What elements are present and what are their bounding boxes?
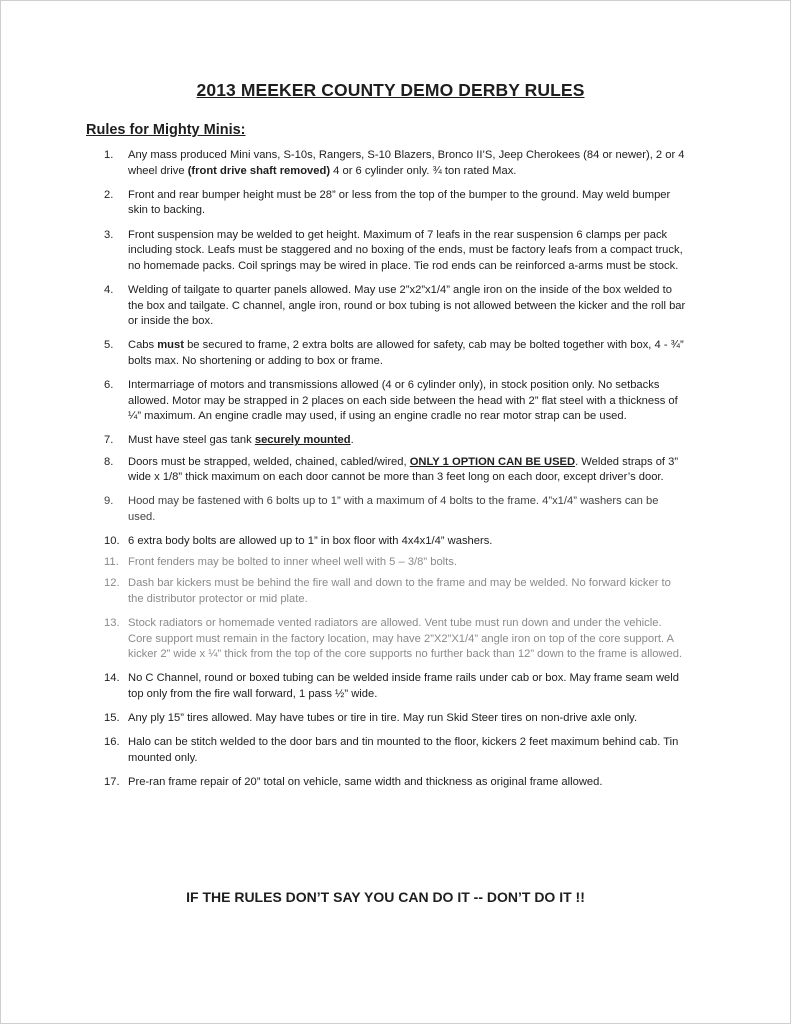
- rule-number: 10.: [104, 535, 120, 548]
- rule-item: [104, 455, 686, 486]
- rule-text: [128, 378, 686, 425]
- rule-text-run: Dash bar kickers must be behind the fire wall and down to the frame and may be welded. No forward kicker to the distributor protector or mid plate.: [128, 577, 671, 605]
- rule-text: [128, 534, 686, 550]
- rule-text: [128, 283, 686, 330]
- rule-number: 5.: [104, 339, 114, 352]
- rule-item: [104, 555, 686, 571]
- document-title: 2013 MEEKER COUNTY DEMO DERBY RULES: [196, 80, 585, 100]
- footer-warning: IF THE RULES DON’T SAY YOU CAN DO IT -- DON’T DO IT !!: [186, 889, 585, 905]
- rule-text-run: Front and rear bumper height must be 28” or less from the top of the bumper to the ground. May weld bumper skin to backing.: [128, 188, 671, 217]
- rule-item: [104, 775, 686, 791]
- rule-number: 11.: [104, 556, 119, 569]
- rule-text-run: .: [350, 434, 354, 447]
- rule-text: [128, 616, 686, 663]
- rule-item: [104, 378, 686, 425]
- section-heading: Rules for Mighty Minis:: [86, 122, 246, 138]
- rule-text: [128, 735, 686, 766]
- rule-text: [128, 433, 686, 449]
- rule-number: 4.: [104, 283, 114, 296]
- rule-text-run: Cabs: [128, 339, 158, 352]
- rule-item: [104, 494, 686, 525]
- rule-item: [104, 616, 686, 663]
- rule-text-run: ONLY 1 OPTION CAN BE USED: [409, 455, 576, 468]
- rule-number: 15.: [104, 712, 120, 725]
- rule-text-run: Front fenders may be bolted to inner wheel well with 5 – 3/8” bolts.: [128, 556, 457, 569]
- rule-item: [104, 433, 686, 449]
- rule-text-run: Welding of tailgate to quarter panels allowed. May use 2”x2”x1/4” angle iron on the inside of the box welded to the box and tailgate. C channel, angle iron, round or box tubing is not allowed between the kicker and the roll bar or inside the box.: [128, 283, 686, 328]
- rule-number: 17.: [104, 776, 120, 789]
- rule-number: 2.: [104, 188, 114, 201]
- rule-text-run: Pre-ran frame repair of 20” total on vehicle, same width and thickness as original frame allowed.: [128, 776, 603, 789]
- rule-number: 8.: [104, 455, 114, 468]
- rule-text-run: Any mass produced Mini vans, S-10s, Rangers, S-10 Blazers, Bronco II’S, Jeep Cherokees (84 or newer), 2 or 4 wheel drive: [128, 149, 685, 177]
- rule-text-run: No C Channel, round or boxed tubing can be welded inside frame rails under cab or box. May frame seam weld top only from the fire wall forward, 1 pass ½” wide.: [128, 672, 679, 701]
- rule-text-run: 4 or 6 cylinder only. ¾ ton rated Max.: [330, 164, 517, 177]
- rule-text: [128, 188, 686, 219]
- rule-text-run: Halo can be stitch welded to the door bars and tin mounted to the floor, kickers 2 feet maximum behind cab. Tin mounted only.: [128, 736, 679, 765]
- rule-number: 9.: [104, 495, 114, 508]
- rules-list: [104, 148, 686, 799]
- rule-text-run: Stock radiators or homemade vented radiators are allowed. Vent tube must run down and under the vehicle. Core support must remain in the factory location, may have 2”X2”X1/4” angle iron on top of the core support. A kicker 2” wide x ¼” thick from the top of the core supports no further back than 12” down to the frame is allowed.: [128, 617, 683, 661]
- rule-text: [128, 228, 686, 275]
- rule-number: 1.: [104, 149, 114, 161]
- rule-item: [104, 338, 686, 369]
- rule-number: 14.: [104, 672, 120, 685]
- rule-item: [104, 188, 686, 219]
- rule-text-run: Must have steel gas tank: [128, 434, 255, 447]
- rule-item: [104, 711, 686, 727]
- rule-number: 12.: [104, 577, 120, 590]
- rule-text-run: . Welded straps of 3” wide x 1/8” thick maximum on each door cannot be more than 3 feet long on each door, except driver’s door.: [128, 455, 679, 484]
- rule-item: [104, 671, 686, 702]
- rule-text-run: must: [157, 339, 184, 352]
- rule-number: 7.: [104, 434, 114, 447]
- rule-text: [128, 455, 686, 486]
- rule-text: [128, 555, 686, 571]
- rule-item: [104, 576, 686, 607]
- rule-text-run: Doors must be strapped, welded, chained, cabled/wired,: [128, 455, 410, 468]
- rule-text-run: Any ply 15” tires allowed. May have tubes or tire in tire. May run Skid Steer tires on non-drive axle only.: [128, 712, 638, 725]
- rule-text: [128, 711, 686, 727]
- rule-text: [128, 775, 686, 791]
- rule-item: [104, 534, 686, 550]
- rule-text-run: Intermarriage of motors and transmissions allowed (4 or 6 cylinder only), in stock position only. No setbacks allowed. Motor may be strapped in 2 places on each side between the head with 2” flat steel with a thickness of ¼” maximum. An engine cradle may used, if using an engine cradle no rear motor strap can be used.: [128, 379, 678, 423]
- rule-item: [104, 228, 686, 275]
- rule-number: 6.: [104, 379, 114, 392]
- rule-item: [104, 735, 686, 766]
- rule-text-run: (front drive shaft removed): [187, 164, 331, 177]
- rule-text: [128, 148, 686, 179]
- rule-text-run: securely mounted: [254, 434, 351, 447]
- rule-text-run: 6 extra body bolts are allowed up to 1” in box floor with 4x4x1/4” washers.: [128, 535, 493, 548]
- rule-text: [128, 576, 686, 607]
- rule-number: 3.: [104, 228, 114, 241]
- rule-text-run: Front suspension may be welded to get height. Maximum of 7 leafs in the rear suspension 6 clamps per pack including stock. Leafs must be staggered and no boxing of the ends, must be factory leafs from a compact truck, no homemade packs. Coil springs may be wired in place. Tie rod ends can be reinforced a-arms must be stock.: [128, 228, 683, 272]
- rule-number: 13.: [104, 617, 120, 630]
- rule-text-run: be secured to frame, 2 extra bolts are allowed for safety, cab may be bolted together with box, 4 - ¾” bolts max. No shortening or adding to box or frame.: [128, 339, 684, 367]
- rule-number: 16.: [104, 736, 120, 749]
- rule-text: [128, 494, 686, 525]
- rule-text-run: Hood may be fastened with 6 bolts up to 1” with a maximum of 4 bolts to the frame. 4”x1/4” washers can be used.: [128, 495, 659, 523]
- rule-text: [128, 338, 686, 369]
- rule-text: [128, 671, 686, 702]
- rule-item: [104, 148, 686, 179]
- rule-item: [104, 283, 686, 330]
